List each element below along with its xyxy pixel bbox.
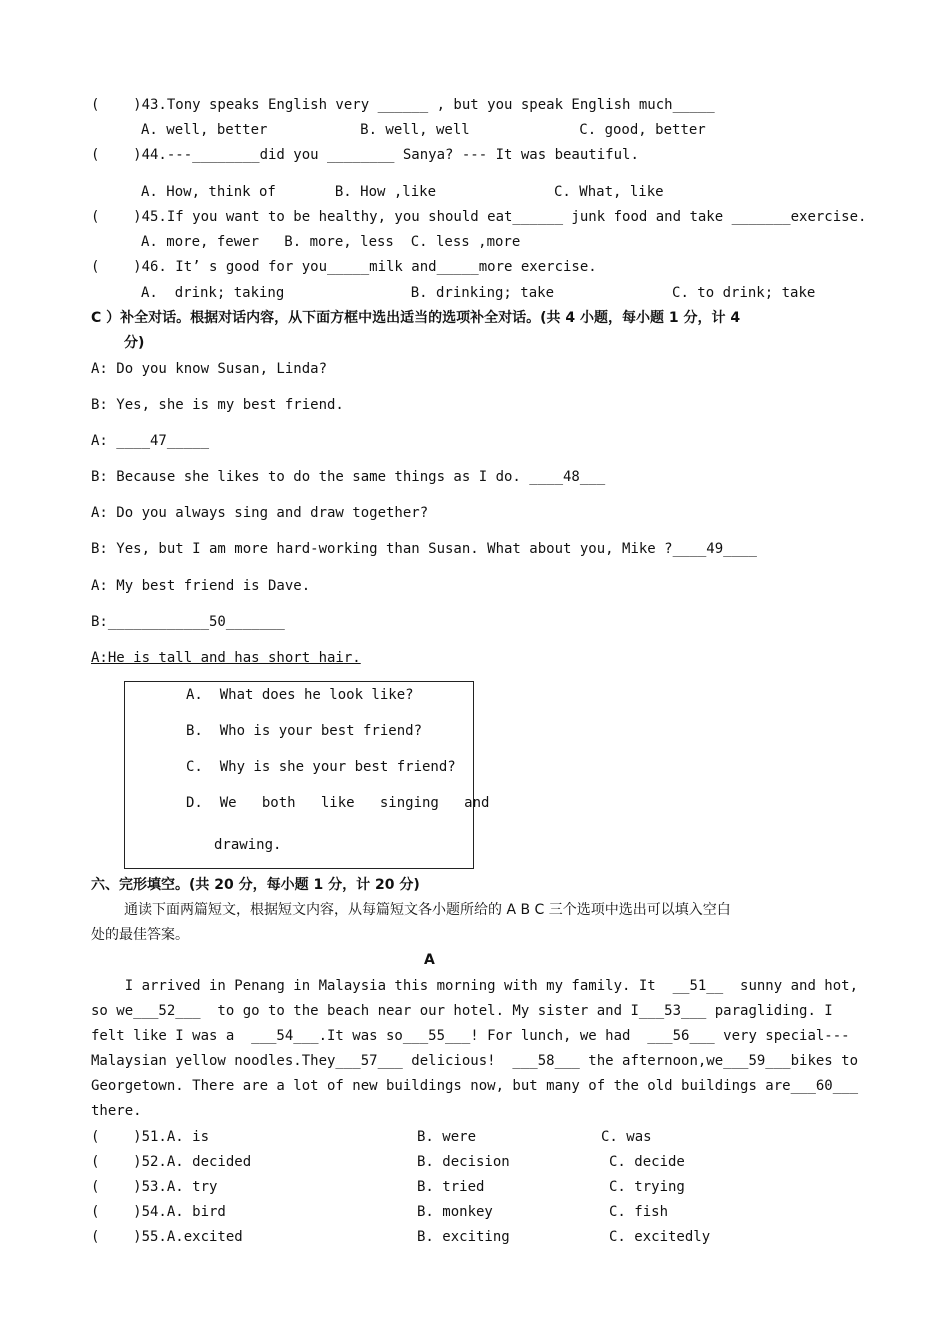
question-44-stem: ( )44.---________did you ________ Sanya? --- It was beautiful. <box>91 147 639 163</box>
dialogue-line: A: My best friend is Dave. <box>91 578 311 594</box>
passage-line: Malaysian yellow noodles.They___57___ delicious! ___58___ the afternoon,we___59___bikes to <box>91 1053 859 1069</box>
dialogue-line: A: Do you always sing and draw together? <box>91 505 429 521</box>
box-option-a: A. What does he look like? <box>186 687 414 703</box>
dialogue-line: B: Yes, she is my best friend. <box>91 397 344 413</box>
passage-line: Georgetown. There are a lot of new buildings now, but many of the old buildings are___60___ <box>91 1078 859 1094</box>
question-55: ( )55.A.excited <box>91 1229 243 1245</box>
passage-label: A <box>424 952 435 968</box>
box-option-b: B. Who is your best friend? <box>186 723 423 739</box>
question-53-option-b: B. tried <box>417 1179 485 1195</box>
section-c-title: C ）补全对话。根据对话内容，从下面方框中选出适当的选项补全对话。(共 4 小题，每小题 1 分，计 4 <box>91 310 741 326</box>
question-45-stem: ( )45.If you want to be healthy, you should eat______ junk food and take _______exercise. <box>91 209 867 225</box>
question-52-option-c: C. decide <box>609 1154 685 1170</box>
passage-line: there. <box>91 1103 142 1119</box>
section-6-title: 六、完形填空。(共 20 分，每小题 1 分，计 20 分) <box>91 877 420 893</box>
section-6-instruction: 通读下面两篇短文，根据短文内容，从每篇短文各小题所给的 A B C 三个选项中选出可以填入空白 <box>124 902 731 918</box>
dialogue-line: B: Because she likes to do the same things as I do. ____48___ <box>91 469 606 485</box>
question-43-stem: ( )43.Tony speaks English very ______ , but you speak English much_____ <box>91 97 715 113</box>
section-6-instruction-cont: 处的最佳答案。 <box>91 927 189 943</box>
question-51: ( )51.A. is <box>91 1129 210 1145</box>
question-52: ( )52.A. decided <box>91 1154 252 1170</box>
passage-line: so we___52___ to go to the beach near our hotel. My sister and I___53___ paragliding. I <box>91 1003 833 1019</box>
box-option-c: C. Why is she your best friend? <box>186 759 456 775</box>
question-53: ( )53.A. try <box>91 1179 218 1195</box>
passage-line: I arrived in Penang in Malaysia this morning with my family. It __51__ sunny and hot, <box>91 978 859 994</box>
box-option-d-cont: drawing. <box>214 837 282 853</box>
question-44-options: A. How, think of B. How ,like C. What, like <box>141 184 664 200</box>
box-option-d: D. We both like singing and <box>186 795 490 811</box>
question-54-option-c: C. fish <box>609 1204 669 1220</box>
question-55-option-b: B. exciting <box>417 1229 510 1245</box>
question-53-option-c: C. trying <box>609 1179 685 1195</box>
section-c-title-cont: 分) <box>124 335 145 351</box>
question-51-option-c: C. was <box>601 1129 652 1145</box>
question-43-options: A. well, better B. well, well C. good, better <box>141 122 706 138</box>
question-54-option-b: B. monkey <box>417 1204 493 1220</box>
question-52-option-b: B. decision <box>417 1154 510 1170</box>
dialogue-line: B:____________50_______ <box>91 614 285 630</box>
question-55-option-c: C. excitedly <box>609 1229 711 1245</box>
passage-line: felt like I was a ___54___.It was so___55___! For lunch, we had ___56___ very special--- <box>91 1028 850 1044</box>
dialogue-line: B: Yes, but I am more hard-working than Susan. What about you, Mike ?____49____ <box>91 541 757 557</box>
dialogue-line-last: A:He is tall and has short hair. <box>91 650 361 666</box>
dialogue-line: A: ____47_____ <box>91 433 210 449</box>
question-54: ( )54.A. bird <box>91 1204 226 1220</box>
question-46-stem: ( )46. It’ s good for you_____milk and_____more exercise. <box>91 259 597 275</box>
dialogue-line: A: Do you know Susan, Linda? <box>91 361 328 377</box>
question-51-option-b: B. were <box>417 1129 477 1145</box>
question-45-options: A. more, fewer B. more, less C. less ,more <box>141 234 521 250</box>
question-46-options: A. drink; taking B. drinking; take C. to drink; take <box>141 285 816 301</box>
